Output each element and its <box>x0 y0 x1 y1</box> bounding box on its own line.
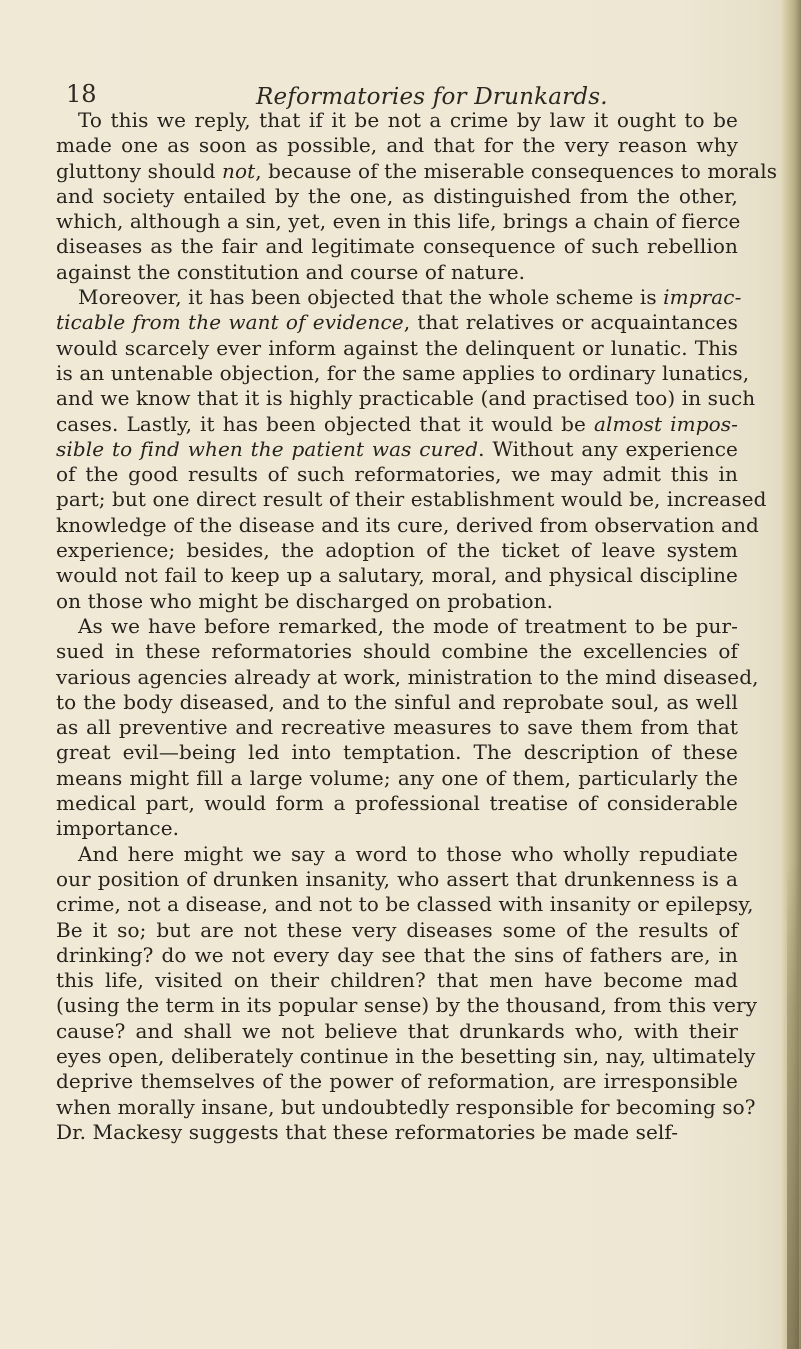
line-text: (using the term in its popular sense) by the thousand, from this very <box>56 993 758 1018</box>
line-text: experience; besides, the adoption of the ticket of leave system <box>56 538 738 563</box>
line-text: Dr. Mackesy suggests that these reformatories be made self- <box>56 1119 679 1144</box>
line-text: our position of drunken insanity, who assert that drunkenness is a <box>56 866 738 891</box>
line-text: . Without any experience <box>478 436 738 461</box>
line-text: deprive themselves of the power of reformation, are irresponsible <box>56 1069 738 1094</box>
line-text: And here might we say a word to those who wholly repudiate <box>78 841 738 866</box>
line-text: would scarcely ever inform against the delinquent or lunatic. This <box>56 335 738 360</box>
text-line <box>56 614 738 639</box>
line-text: Be it so; but are not these very diseases some of the results of <box>56 917 738 942</box>
line-text: part; but one direct result of their establishment would be, increased <box>56 487 767 512</box>
text-line <box>56 589 738 614</box>
line-text: this life, visited on their children? that men have become mad <box>56 968 738 993</box>
line-text: Moreover, it has been objected that the whole scheme is <box>78 285 664 310</box>
text-line <box>56 867 738 892</box>
text-line <box>56 664 759 690</box>
text-line <box>56 968 738 993</box>
line-text: diseases as the fair and legitimate consequence of such rebellion <box>56 234 738 259</box>
text-line <box>56 285 742 310</box>
text-line <box>56 133 738 158</box>
text-line <box>56 386 756 411</box>
text-line <box>56 690 738 715</box>
text-line <box>56 512 759 538</box>
line-text: cause? and shall we not believe that drunkards who, with their <box>56 1018 738 1043</box>
line-text: which, although a sin, yet, even in this life, brings a chain of fierce <box>56 209 741 234</box>
text-line <box>56 918 738 943</box>
line-text: various agencies already at work, ministration to the mind diseased, <box>56 664 759 689</box>
line-text: As we have before remarked, the mode of treatment to be pur- <box>78 613 738 638</box>
line-text: , because of the miserable consequences to morals <box>255 158 778 183</box>
italic-text: almost impos- <box>593 411 738 436</box>
text-line <box>56 1120 738 1145</box>
text-line <box>56 791 738 816</box>
text-line <box>56 462 738 487</box>
line-text: importance. <box>56 816 180 841</box>
text-line <box>56 715 738 740</box>
line-text: when morally insane, but undoubtedly responsible for becoming so? <box>56 1094 756 1119</box>
text-line <box>56 740 738 765</box>
italic-text: sible to find when the patient was cured <box>56 436 479 461</box>
text-line <box>56 184 738 209</box>
line-text: and society entailed by the one, as distinguished from the other, <box>56 183 738 208</box>
italic-text: ticable from the want of evidence <box>56 310 404 335</box>
text-line <box>56 487 767 512</box>
text-line <box>56 943 738 968</box>
line-text: of the good results of such reformatories, we may admit this in <box>56 462 738 487</box>
running-title: Reformatories for Drunkards. <box>256 84 608 110</box>
text-line <box>56 1043 756 1069</box>
text-line <box>56 1094 756 1120</box>
text-line <box>56 538 738 563</box>
text-line <box>56 437 738 462</box>
text-line <box>56 639 738 664</box>
line-text: to the body diseased, and to the sinful and reprobate soul, as well <box>56 689 738 714</box>
text-line <box>56 158 778 184</box>
line-text: , that relatives or acquaintances <box>403 310 738 335</box>
line-text: against the constitution and course of nature. <box>56 259 526 284</box>
text-line <box>56 310 738 335</box>
text-line <box>56 412 738 437</box>
line-text: To this we reply, that if it be not a crime by law it ought to be <box>78 108 738 132</box>
line-text: medical part, would form a professional treatise of considerable <box>56 791 738 816</box>
page-number: 18 <box>66 80 97 108</box>
line-text: sued in these reformatories should combine the excellencies of <box>56 639 738 664</box>
text-line <box>56 892 754 917</box>
page-edge-shadow <box>787 860 799 1349</box>
line-text: cases. Lastly, it has been objected that it would be <box>56 411 594 436</box>
line-text: would not fail to keep up a salutary, moral, and physical discipline <box>56 563 738 588</box>
line-text: gluttony should <box>56 158 222 183</box>
line-text: drinking? do we not every day see that the sins of fathers are, in <box>56 942 738 967</box>
text-line <box>56 993 758 1018</box>
italic-text: imprac- <box>663 285 742 310</box>
text-line <box>56 842 738 867</box>
line-text: knowledge of the disease and its cure, derived from observation and <box>56 512 759 537</box>
line-text: is an untenable objection, for the same applies to ordinary lunatics, <box>56 360 750 385</box>
text-line <box>56 234 738 259</box>
line-text: on those who might be discharged on probation. <box>56 588 554 613</box>
text-line <box>56 816 738 841</box>
italic-text: not <box>221 158 256 183</box>
text-line <box>56 360 750 386</box>
line-text: and we know that it is highly practicable (and practised too) in such <box>56 386 756 411</box>
text-line <box>56 766 738 791</box>
line-text: great evil—being led into temptation. The description of these <box>56 740 738 765</box>
body-text <box>56 108 778 1145</box>
text-line <box>56 260 738 285</box>
text-line <box>56 108 738 133</box>
line-text: crime, not a disease, and not to be classed with insanity or epilepsy, <box>56 892 754 917</box>
text-line <box>56 1019 738 1044</box>
text-line <box>56 209 741 234</box>
line-text: eyes open, deliberately continue in the besetting sin, nay, ultimately <box>56 1043 756 1068</box>
line-text: made one as soon as possible, and that for the very reason why <box>56 133 738 158</box>
line-text: means might fill a large volume; any one of them, particularly the <box>56 765 738 790</box>
line-text: as all preventive and recreative measures to save them from that <box>56 715 738 740</box>
text-line <box>56 336 738 361</box>
text-line <box>56 563 738 588</box>
text-line <box>56 1069 738 1094</box>
